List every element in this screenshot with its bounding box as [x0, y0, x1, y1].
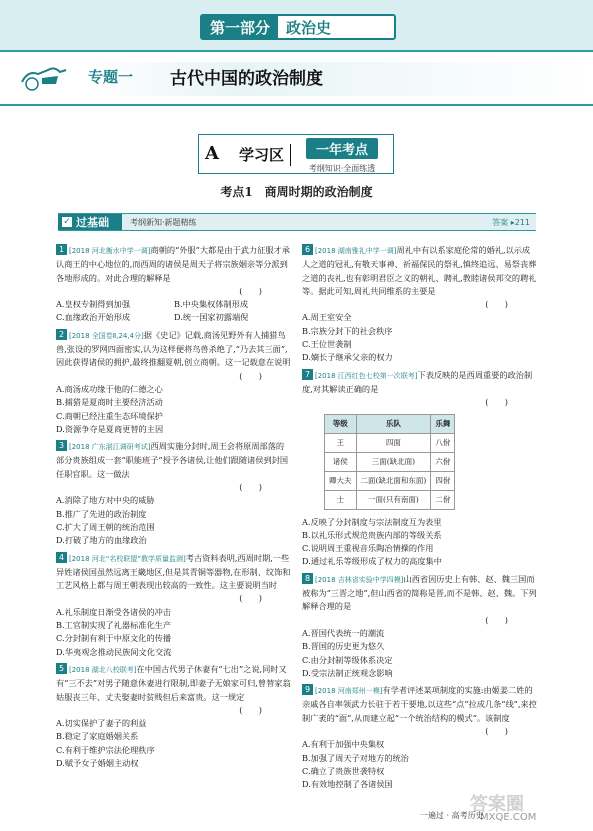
option[interactable]: B.宗族分封下的社会秩序 [302, 325, 393, 336]
option[interactable]: C.说明周王重视音乐陶冶情操的作用 [302, 543, 434, 554]
question-text: 下表反映的是西周重要的政治制度,对其解读正确的是 [302, 369, 533, 394]
question-text: 有学者评述某项制度的实施:由姬姜二姓的亲戚各自率领武力长驻于若干要地,以这些“点”拉成几条“线”,来控制广袤的“面”,从而建立起“一个统治结构的模式”。该制度 [302, 685, 537, 723]
divider [0, 104, 593, 106]
study-label: 学习区 [239, 144, 291, 166]
question [56, 329, 292, 436]
question-table [324, 414, 455, 510]
option[interactable]: A.切实保护了妻子的利益 [56, 718, 147, 729]
option[interactable]: D.赋予女子婚姻主动权 [56, 757, 139, 768]
study-subtitle: 考纲知识·全面练透 [308, 164, 376, 173]
right-column [302, 244, 538, 796]
table-cell: 士 [325, 490, 357, 509]
option[interactable]: D.华夷观念推动民族间文化交流 [56, 646, 172, 657]
option[interactable]: B.晋国的历史更为悠久 [302, 641, 385, 652]
table-row [325, 490, 455, 509]
table-cell: 二佾 [431, 490, 455, 509]
option[interactable]: C.确立了贵族世袭特权 [302, 765, 385, 776]
watermark-url: MXQE.COM [480, 812, 537, 823]
question [302, 684, 538, 791]
option[interactable]: B.推广了先进的政治制度 [56, 508, 147, 519]
question-text: 西周实施分封时,周王会将原周部落的部分贵族组成一套“职能班子”授予各诸侯,让他们跟随诸侯到封国任职官职。这一做法 [56, 441, 289, 479]
table-cell: 王 [325, 433, 357, 452]
option[interactable]: B.稳定了家庭婚姻关系 [56, 731, 139, 742]
topic-title: 古代中国的政治制度 [170, 69, 323, 89]
option[interactable]: C.血缘政治开始形成 [56, 312, 131, 323]
question-source: [2018 河北“名校联盟”教学质量监测] [69, 554, 186, 563]
question-source: [2018 湖南雅礼中学一调] [315, 247, 397, 255]
option[interactable]: B.工官制实现了礼器标准化生产 [56, 620, 172, 631]
table-cell: 诸侯 [325, 452, 357, 471]
option[interactable]: D.统一国家初露端倪 [174, 312, 249, 323]
table-cell: 六佾 [431, 452, 455, 471]
answer-paren: ( ) [485, 397, 508, 408]
option[interactable]: A.商汤成功缘于他的仁德之心 [56, 383, 163, 394]
question-number: 3 [56, 440, 67, 451]
table-row [325, 471, 455, 490]
option[interactable]: C.商朝已经注重生态环境保护 [56, 410, 163, 421]
option[interactable]: C.有利于维护宗法伦理秩序 [56, 744, 155, 755]
question-text: 考古资料表明,西周时期,一些异姓诸侯国虽然远离王畿地区,但是其青铜等器物,在形制、纹饰和工艺风格上都与周王朝表现出较高的一致性。这主要说明当时 [56, 552, 291, 591]
answer-ref: 答案 ▸211 [492, 218, 530, 227]
question-text: 周礼中有以系家庭伦常的婚礼,以示成人之道的冠礼,有敬天事神、祈福保民的祭礼,慎终追远、易祭丧葬之道的丧礼,也有彰明君臣之义的朝礼、聘礼,教睦诸侯邦交的聘礼等。据此可知,周礼共同维系的主要是 [302, 245, 537, 296]
table-cell: 八佾 [431, 433, 455, 452]
question-source: [2018 吉林省实验中学四模] [315, 575, 404, 584]
question [302, 573, 538, 680]
question-number: 4 [56, 552, 67, 563]
question-source: [2018 湖北八校联考] [69, 665, 137, 674]
table-cell: 四面 [356, 433, 431, 452]
table-header: 乐舞 [431, 414, 455, 433]
study-tag: 一年考点 [306, 138, 378, 159]
section-subtitle: 考纲新知·新题精练 [130, 218, 197, 227]
option[interactable]: D.有效地控制了各诸侯国 [302, 779, 393, 790]
option[interactable]: B.加强了周天子对地方的统治 [302, 752, 409, 763]
table-cell: 一面(只有南面) [356, 490, 431, 509]
option[interactable]: B.捕猎是夏商时主要经济活动 [56, 397, 163, 408]
option[interactable]: D.受宗法制正统观念影响 [302, 667, 393, 678]
question-number: 5 [56, 663, 67, 674]
topic-label: 专题一 [88, 68, 134, 86]
table-cell: 卿大夫 [325, 471, 357, 490]
option[interactable]: A.皇权专制得到加强 [56, 299, 131, 310]
part-title-box [200, 14, 396, 40]
answer-paren: ( ) [485, 614, 508, 625]
question-number: 1 [56, 244, 67, 255]
question [302, 369, 538, 569]
question-number: 7 [302, 369, 313, 380]
watermark-logo: 答案圈 [470, 794, 524, 815]
table-row [325, 452, 455, 471]
table-row [325, 433, 455, 452]
part-name: 政治史 [286, 18, 332, 37]
answer-paren: ( ) [239, 370, 262, 381]
answer-paren: ( ) [239, 285, 262, 296]
option[interactable]: D.打破了地方的血缘政治 [56, 535, 147, 546]
option[interactable]: A.礼乐制度日渐受各诸侯的冲击 [56, 606, 171, 617]
option[interactable]: D.资源争夺是夏商更替的主因 [56, 423, 164, 434]
question [56, 244, 292, 325]
answer-paren: ( ) [239, 704, 262, 715]
question-number: 2 [56, 329, 67, 340]
kaodian-title: 考点1 商周时期的政治制度 [220, 185, 373, 199]
option[interactable]: C.王位世袭制 [302, 339, 352, 350]
question-source: [2018 河北衡水中学一调] [69, 247, 151, 255]
answer-paren: ( ) [239, 593, 262, 604]
question-text: 据《史记》记载,商汤见野外有人捕猎鸟兽,张设的罗网四面密实,认为这样便将鸟兽杀绝了,“乃去其三面”,因此获得诸侯的拥护,最终推翻夏朝,创立商朝。这一记载意在说明 [56, 329, 291, 368]
option[interactable]: A.消除了地方对中央的威胁 [56, 495, 155, 506]
option[interactable]: D.通过礼乐等级形成了权力的高度集中 [302, 556, 442, 567]
chariot-icon [18, 60, 70, 92]
study-zone-box [198, 134, 394, 174]
page-footer: 一遍过 · 高考历史 [420, 811, 484, 820]
question-source: [2018 广东湛江调研考试] [69, 443, 151, 452]
section-bar [58, 213, 536, 231]
option[interactable]: C.分封制有利于中原文化的传播 [56, 633, 172, 644]
question-source: [2018 河南郑州一模] [315, 687, 383, 696]
answer-paren: ( ) [485, 299, 508, 310]
option[interactable]: C.扩大了周王朝的统治范围 [56, 521, 155, 532]
table-cell: 四佾 [431, 471, 455, 490]
question-number: 9 [302, 684, 313, 695]
answer-paren: ( ) [485, 726, 508, 737]
part-header [0, 0, 593, 52]
section-label: 过基础 [76, 216, 109, 229]
answer-paren: ( ) [239, 482, 262, 493]
check-icon: ✓ [63, 217, 71, 227]
question-source: [2018 江西红色七校第一次联考] [315, 371, 418, 380]
part-number: 第一部分 [202, 16, 278, 38]
option[interactable]: B.以礼乐形式规范贵族内部的等级关系 [302, 529, 442, 540]
question-text: 山西省因历史上有韩、赵、魏三国而被称为“三晋之地”,但山西省的简称是晋,而不是韩、赵、魏。下列解释合理的是 [302, 573, 537, 612]
option[interactable]: A.反映了分封制度与宗法制度互为表里 [302, 516, 442, 527]
question-text: 在中国古代男子休妻有“七出”之说,同时又有“三不去”对男子随意休妻进行限制,即妻子无娘家可归,曾替家翁姑服丧三年、丈夫娶妻时贫贱但后来富贵。这一规定 [56, 663, 291, 702]
table-cell: 二面(缺北面和东面) [356, 471, 431, 490]
question [56, 440, 292, 547]
table-header: 等级 [325, 414, 357, 433]
option[interactable]: A.晋国代表统一的潮流 [302, 627, 385, 638]
question-text: 商朝的“外服”大都是由于武力征服才承认商王的中心地位的,而西周的诸侯是周天子将宗族姻亲等分派到各地形成的。对此合理的解释是 [56, 245, 290, 283]
question-number: 8 [302, 573, 313, 584]
question-source: [2018 全国卷Ⅱ,24,4分] [69, 331, 144, 340]
question [56, 663, 292, 770]
option[interactable]: A.周王室安全 [302, 312, 352, 323]
option[interactable]: A.有利于加强中央集权 [302, 739, 385, 750]
question [56, 552, 292, 659]
table-header: 乐队 [356, 414, 431, 433]
option[interactable]: C.由分封制等级体系决定 [302, 654, 393, 665]
study-letter: A [205, 143, 219, 164]
left-column [56, 244, 292, 774]
option[interactable]: B.中央集权体制形成 [174, 299, 249, 310]
option[interactable]: D.嫡长子继承父亲的权力 [302, 352, 393, 363]
question [302, 244, 538, 365]
question-number: 6 [302, 244, 313, 255]
table-cell: 三面(缺北面) [356, 452, 431, 471]
